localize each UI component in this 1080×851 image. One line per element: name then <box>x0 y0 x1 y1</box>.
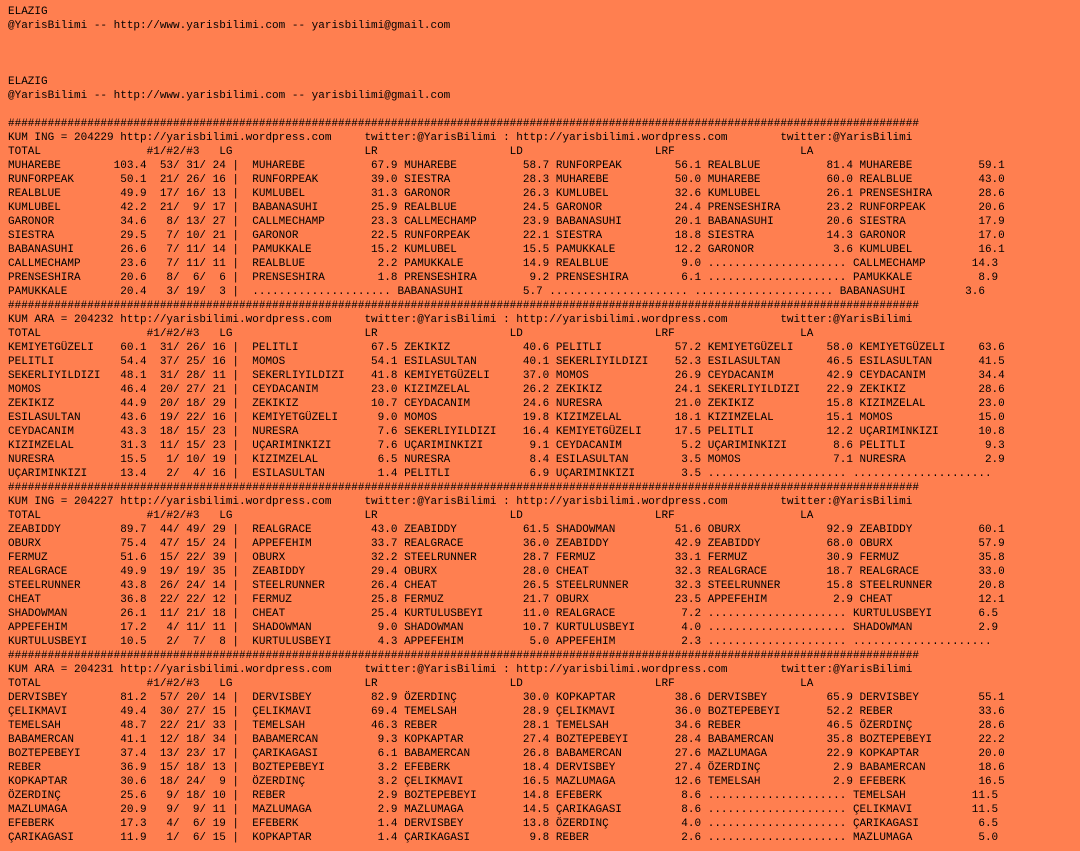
race-header-line: KUM ING = 204229 http://yarisbilimi.wordpress.com twitter:@YarisBilimi : http://yarisbilimi.wordpress.com twitter:@YarisBilimi <box>8 132 913 144</box>
table-row: STEELRUNNER 43.8 26/ 24/ 14 | STEELRUNNER 26.4 CHEAT 26.5 STEELRUNNER 32.3 STEELRUNNER 15.8 STEELRUNNER 20.8 <box>8 580 1005 592</box>
table-row: MAZLUMAGA 20.9 9/ 9/ 11 | MAZLUMAGA 2.9 MAZLUMAGA 14.5 ÇARIKAGASI 8.6 ..................... ÇELIKMAVI 11.5 <box>8 804 999 816</box>
table-row: FERMUZ 51.6 15/ 22/ 39 | OBURX 32.2 STEELRUNNER 28.7 FERMUZ 33.1 FERMUZ 30.9 FERMUZ 35.8 <box>8 552 1005 564</box>
table-row: KIZIMZELAL 31.3 11/ 15/ 23 | UÇARIMINKIZI 7.6 UÇARIMINKIZI 9.1 CEYDACANIM 5.2 UÇARIMINKIZI 8.6 PELITLI 9.3 <box>8 440 1005 452</box>
table-row: DERVISBEY 81.2 57/ 20/ 14 | DERVISBEY 82.9 ÖZERDINÇ 30.0 KOPKAPTAR 38.6 DERVISBEY 65.9 DERVISBEY 55.1 <box>8 692 1005 704</box>
table-row: KEMIYETGÜZELI 60.1 31/ 26/ 16 | PELITLI 67.5 ZEKIKIZ 40.6 PELITLI 57.2 KEMIYETGÜZELI 58.0 KEMIYETGÜZELI 63.6 <box>8 342 1005 354</box>
table-row: ZEABIDDY 89.7 44/ 49/ 29 | REALGRACE 43.0 ZEABIDDY 61.5 SHADOWMAN 51.6 OBURX 92.9 ZEABIDDY 60.1 <box>8 524 1005 536</box>
column-header-line: TOTAL #1/#2/#3 LG LR LD LRF LA <box>8 146 814 158</box>
contact-line: @YarisBilimi -- http://www.yarisbilimi.com -- yarisbilimi@gmail.com <box>8 90 451 102</box>
page-title: ELAZIG <box>8 76 48 88</box>
table-row: ÇELIKMAVI 49.4 30/ 27/ 15 | ÇELIKMAVI 69.4 TEMELSAH 28.9 ÇELIKMAVI 36.0 BOZTEPEBEYI 52.2 REBER 33.6 <box>8 706 1005 718</box>
table-row: EFEBERK 17.3 4/ 6/ 19 | EFEBERK 1.4 DERVISBEY 13.8 ÖZERDINÇ 4.0 ..................... ÇARIKAGASI 6.5 <box>8 818 999 830</box>
table-row: PAMUKKALE 20.4 3/ 19/ 3 | ..................... BABANASUHI 5.7 ..................... ..................... BABANASUHI 3.6 <box>8 286 985 298</box>
table-row: ZEKIKIZ 44.9 20/ 18/ 29 | ZEKIKIZ 10.7 CEYDACANIM 24.6 NURESRA 21.0 ZEKIKIZ 15.8 KIZIMZELAL 23.0 <box>8 398 1005 410</box>
table-row: TEMELSAH 48.7 22/ 21/ 33 | TEMELSAH 46.3 REBER 28.1 TEMELSAH 34.6 REBER 46.5 ÖZERDINÇ 28.6 <box>8 720 1005 732</box>
table-row: BOZTEPEBEYI 37.4 13/ 23/ 17 | ÇARIKAGASI 6.1 BABAMERCAN 26.8 BABAMERCAN 27.6 MAZLUMAGA 22.9 KOPKAPTAR 20.0 <box>8 748 1005 760</box>
separator-line: ########################################################################################################################################## <box>8 300 919 312</box>
table-row: GARONOR 34.6 8/ 13/ 27 | CALLMECHAMP 23.3 CALLMECHAMP 23.9 BABANASUHI 20.1 BABANASUHI 20.6 SIESTRA 17.9 <box>8 216 1005 228</box>
table-row: OBURX 75.4 47/ 15/ 24 | APPEFEHIM 33.7 REALGRACE 36.0 ZEABIDDY 42.9 ZEABIDDY 68.0 OBURX 57.9 <box>8 538 1005 550</box>
table-row: CHEAT 36.8 22/ 22/ 12 | FERMUZ 25.8 FERMUZ 21.7 OBURX 23.5 APPEFEHIM 2.9 CHEAT 12.1 <box>8 594 1005 606</box>
table-row: KURTULUSBEYI 10.5 2/ 7/ 8 | KURTULUSBEYI 4.3 APPEFEHIM 5.0 APPEFEHIM 2.3 ..................... ..................... <box>8 636 992 648</box>
table-row: MOMOS 46.4 20/ 27/ 21 | CEYDACANIM 23.0 KIZIMZELAL 26.2 ZEKIKIZ 24.1 SEKERLIYILDIZI 22.9 ZEKIKIZ 28.6 <box>8 384 1005 396</box>
table-row: SEKERLIYILDIZI 48.1 31/ 28/ 11 | SEKERLIYILDIZI 41.8 KEMIYETGÜZELI 37.0 MOMOS 26.9 CEYDACANIM 42.9 CEYDACANIM 34.4 <box>8 370 1005 382</box>
table-row: MUHAREBE 103.4 53/ 31/ 24 | MUHAREBE 67.9 MUHAREBE 58.7 RUNFORPEAK 56.1 REALBLUE 81.4 MUHAREBE 59.1 <box>8 160 1005 172</box>
table-row: ÖZERDINÇ 25.6 9/ 18/ 10 | REBER 2.9 BOZTEPEBEYI 14.8 EFEBERK 8.6 ..................... TEMELSAH 11.5 <box>8 790 999 802</box>
table-row: REALGRACE 49.9 19/ 19/ 35 | ZEABIDDY 29.4 OBURX 28.0 CHEAT 32.3 REALGRACE 18.7 REALGRACE 33.0 <box>8 566 1005 578</box>
column-header-line: TOTAL #1/#2/#3 LG LR LD LRF LA <box>8 510 814 522</box>
blank-line <box>8 61 1080 75</box>
table-row: CALLMECHAMP 23.6 7/ 11/ 11 | REALBLUE 2.2 PAMUKKALE 14.9 REALBLUE 9.0 ..................... CALLMECHAMP 14.3 <box>8 258 999 270</box>
table-row: PELITLI 54.4 37/ 25/ 16 | MOMOS 54.1 ESILASULTAN 40.1 SEKERLIYILDIZI 52.3 ESILASULTAN 46.5 ESILASULTAN 41.5 <box>8 356 1005 368</box>
blank-line <box>8 103 1080 117</box>
table-row: CEYDACANIM 43.3 18/ 15/ 23 | NURESRA 7.6 SEKERLIYILDIZI 16.4 KEMIYETGÜZELI 17.5 PELITLI 12.2 UÇARIMINKIZI 10.8 <box>8 426 1005 438</box>
separator-line: ########################################################################################################################################## <box>8 118 919 130</box>
table-row: KUMLUBEL 42.2 21/ 9/ 17 | BABANASUHI 25.9 REALBLUE 24.5 GARONOR 24.4 PRENSESHIRA 23.2 RUNFORPEAK 20.6 <box>8 202 1005 214</box>
separator-line: ########################################################################################################################################## <box>8 650 919 662</box>
column-header-line: TOTAL #1/#2/#3 LG LR LD LRF LA <box>8 678 814 690</box>
table-row: PRENSESHIRA 20.6 8/ 6/ 6 | PRENSESHIRA 1.8 PRENSESHIRA 9.2 PRENSESHIRA 6.1 ..................... PAMUKKALE 8.9 <box>8 272 999 284</box>
table-row: ESILASULTAN 43.6 19/ 22/ 16 | KEMIYETGÜZELI 9.0 MOMOS 19.8 KIZIMZELAL 18.1 KIZIMZELAL 15.1 MOMOS 15.0 <box>8 412 1005 424</box>
contact-line: @YarisBilimi -- http://www.yarisbilimi.com -- yarisbilimi@gmail.com <box>8 20 451 32</box>
race-header-line: KUM ARA = 204231 http://yarisbilimi.wordpress.com twitter:@YarisBilimi : http://yarisbilimi.wordpress.com twitter:@YarisBilimi <box>8 664 913 676</box>
table-row: REALBLUE 49.9 17/ 16/ 13 | KUMLUBEL 31.3 GARONOR 26.3 KUMLUBEL 32.6 KUMLUBEL 26.1 PRENSESHIRA 28.6 <box>8 188 1005 200</box>
table-row: KOPKAPTAR 30.6 18/ 24/ 9 | ÖZERDINÇ 3.2 ÇELIKMAVI 16.5 MAZLUMAGA 12.6 TEMELSAH 2.9 EFEBERK 16.5 <box>8 776 1005 788</box>
table-row: UÇARIMINKIZI 13.4 2/ 4/ 16 | ESILASULTAN 1.4 PELITLI 6.9 UÇARIMINKIZI 3.5 ..................... ..................... <box>8 468 992 480</box>
table-row: ÇARIKAGASI 11.9 1/ 6/ 15 | KOPKAPTAR 1.4 ÇARIKAGASI 9.8 REBER 2.6 ..................... MAZLUMAGA 5.0 <box>8 832 999 844</box>
separator-line: ########################################################################################################################################## <box>8 482 919 494</box>
table-row: SIESTRA 29.5 7/ 10/ 21 | GARONOR 22.5 RUNFORPEAK 22.1 SIESTRA 18.8 SIESTRA 14.3 GARONOR 17.0 <box>8 230 1005 242</box>
table-row: BABANASUHI 26.6 7/ 11/ 14 | PAMUKKALE 15.2 KUMLUBEL 15.5 PAMUKKALE 12.2 GARONOR 3.6 KUMLUBEL 16.1 <box>8 244 1005 256</box>
column-header-line: TOTAL #1/#2/#3 LG LR LD LRF LA <box>8 328 814 340</box>
table-row: REBER 36.9 15/ 18/ 13 | BOZTEPEBEYI 3.2 EFEBERK 18.4 DERVISBEY 27.4 ÖZERDINÇ 2.9 BABAMERCAN 18.6 <box>8 762 1005 774</box>
blank-line <box>8 47 1080 61</box>
table-row: APPEFEHIM 17.2 4/ 11/ 11 | SHADOWMAN 9.0 SHADOWMAN 10.7 KURTULUSBEYI 4.0 ..................... SHADOWMAN 2.9 <box>8 622 999 634</box>
table-row: SHADOWMAN 26.1 11/ 21/ 18 | CHEAT 25.4 KURTULUSBEYI 11.0 REALGRACE 7.2 ..................... KURTULUSBEYI 6.5 <box>8 608 999 620</box>
race-header-line: KUM ARA = 204232 http://yarisbilimi.wordpress.com twitter:@YarisBilimi : http://yarisbilimi.wordpress.com twitter:@YarisBilimi <box>8 314 913 326</box>
table-row: NURESRA 15.5 1/ 10/ 19 | KIZIMZELAL 6.5 NURESRA 8.4 ESILASULTAN 3.5 MOMOS 7.1 NURESRA 2.9 <box>8 454 1005 466</box>
table-row: BABAMERCAN 41.1 12/ 18/ 34 | BABAMERCAN 9.3 KOPKAPTAR 27.4 BOZTEPEBEYI 28.4 BABAMERCAN 35.8 BOZTEPEBEYI 22.2 <box>8 734 1005 746</box>
blank-line <box>8 33 1080 47</box>
page-title: ELAZIG <box>8 6 48 18</box>
table-row: RUNFORPEAK 50.1 21/ 26/ 16 | RUNFORPEAK 39.0 SIESTRA 28.3 MUHAREBE 50.0 MUHAREBE 60.0 REALBLUE 43.0 <box>8 174 1005 186</box>
race-header-line: KUM ING = 204227 http://yarisbilimi.wordpress.com twitter:@YarisBilimi : http://yarisbilimi.wordpress.com twitter:@YarisBilimi <box>8 496 913 508</box>
